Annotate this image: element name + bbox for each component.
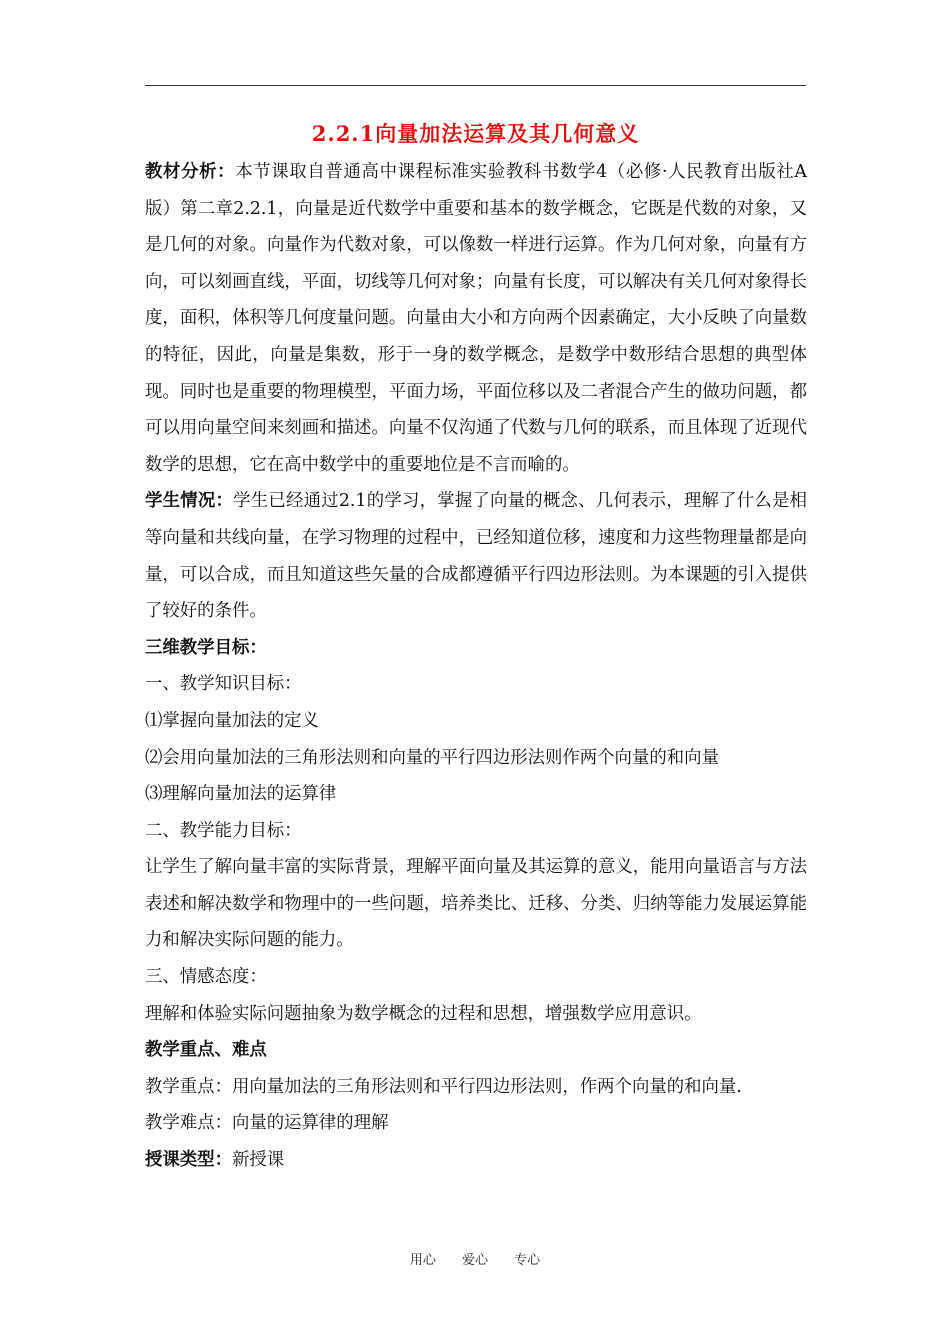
- attitude-text: 理解和体验实际问题抽象为数学概念的过程和思想，增强数学应用意识。: [145, 1003, 702, 1024]
- lesson-type-value: 新授课: [231, 1150, 285, 1171]
- ability-heading: 二、教学能力目标：: [145, 820, 302, 841]
- header-rule: [145, 85, 806, 86]
- knowledge-heading: 一、教学知识目标：: [145, 674, 302, 695]
- document-body: [145, 154, 807, 1179]
- ability-text: 让学生了解向量丰富的实际背景，理解平面向量及其运算的意义，能用向量语言与方法表述和解决数学和物理中的一些问题，培养类比、迁移、分类、归纳等能力发展运算能力和解决实际问题的能力。: [145, 857, 807, 951]
- goals-heading: 三维教学目标：: [145, 637, 267, 658]
- keypoints-heading: 教学重点、难点: [145, 1040, 267, 1061]
- analysis-paragraph: [145, 154, 807, 483]
- students-paragraph: [145, 483, 807, 629]
- page-title: 2.2.1向量加法运算及其几何意义: [311, 121, 640, 146]
- lesson-type-line: [145, 1142, 807, 1179]
- page-footer: 用心 爱心 专心: [409, 1253, 541, 1268]
- students-text: 学生已经通过2.1的学习，掌握了向量的概念、几何表示，理解了什么是相等向量和共线向量，在学习物理的过程中，已经知道位移，速度和力这些物理量都是向量，可以合成，而且知道这些矢量的合成都遵循平行四边形法则。为本课题的引入提供了较好的条件。: [145, 491, 807, 622]
- analysis-label: 教材分析：: [145, 162, 236, 182]
- students-label: 学生情况：: [145, 491, 234, 512]
- attitude-heading: 三、情感态度：: [145, 967, 267, 988]
- knowledge-item: ⑵会用向量加法的三角形法则和向量的平行四边形法则作两个向量的和向量: [145, 747, 719, 768]
- knowledge-item: ⑶理解向量加法的运算律: [145, 784, 337, 805]
- knowledge-item: ⑴掌握向量加法的定义: [145, 710, 319, 731]
- key-point: 教学重点：用向量加法的三角形法则和平行四边形法则，作两个向量的和向量.: [145, 1076, 742, 1097]
- analysis-text: 本节课取自普通高中课程标准实验教科书数学4（必修·人民教育出版社A版）第二章2.2.1，向量是近代数学中重要和基本的数学概念，它既是代数的对象，又是几何的对象。向量作为代数对象，可以像数一样进行运算。作为几何对象，向量有方向，可以刻画直线，平面，切线等几何对象；向量有长度，可以解决有关几何对象得长度，面积，体积等几何度量问题。向量由大小和方向两个因素确定，大小反映了向量数的特征，因此，向量是集数，形于一身的数学概念，是数学中数形结合思想的典型体现。同时也是重要的物理模型，平面力场，平面位移以及二者混合产生的做功问题，都可以用向量空间来刻画和描述。向量不仅沟通了代数与几何的联系，而且体现了近现代数学的思想，它在高中数学中的重要地位是不言而喻的。: [145, 162, 807, 475]
- difficult-point: 教学难点：向量的运算律的理解: [145, 1113, 389, 1134]
- lesson-type-label: 授课类型：: [145, 1150, 232, 1171]
